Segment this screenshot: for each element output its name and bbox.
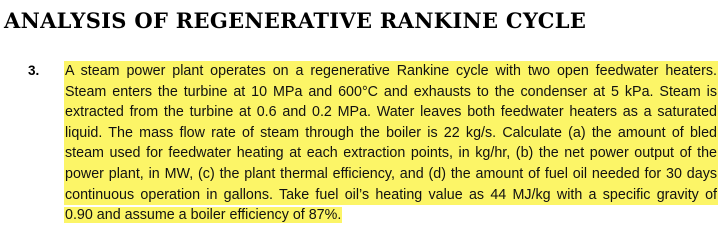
highlighted-text: 0.90 and assume a boiler efficiency of 87%. <box>65 207 342 224</box>
problem-statement <box>64 61 718 226</box>
highlighted-text: power plant, in MW, (c) the plant thermal efficiency, and (d) the amount of fuel oil needed for 30 days <box>64 164 718 185</box>
problem-line-2 <box>64 82 718 103</box>
problem-line-4 <box>64 123 718 144</box>
problem-line-6 <box>64 164 718 185</box>
problem-number: 3. <box>28 63 40 78</box>
highlighted-text: A steam power plant operates on a regenerative Rankine cycle with two open feedwater heaters. <box>64 61 718 82</box>
highlighted-text: steam used for feedwater heating at each extraction points, in kg/hr, (b) the net power output of the <box>64 143 718 164</box>
document-heading: ANALYSIS OF REGENERATIVE RANKINE CYCLE <box>4 8 587 33</box>
problem-line-8 <box>64 205 718 226</box>
problem-line-5 <box>64 143 718 164</box>
problem-line-3 <box>64 102 718 123</box>
highlighted-text: Steam enters the turbine at 10 MPa and 600°C and exhausts to the condenser at 5 kPa. Steam is <box>64 82 718 103</box>
highlighted-text: continuous operation in gallons. Take fuel oil’s heating value as 44 MJ/kg with a specific gravity of <box>64 185 718 206</box>
problem-line-1 <box>64 61 718 82</box>
problem-line-7 <box>64 185 718 206</box>
highlighted-text: extracted from the turbine at 0.6 and 0.2 MPa. Water leaves both feedwater heaters as a saturated <box>64 102 718 123</box>
highlighted-text: liquid. The mass flow rate of steam through the boiler is 22 kg/s. Calculate (a) the amount of bled <box>64 123 718 144</box>
